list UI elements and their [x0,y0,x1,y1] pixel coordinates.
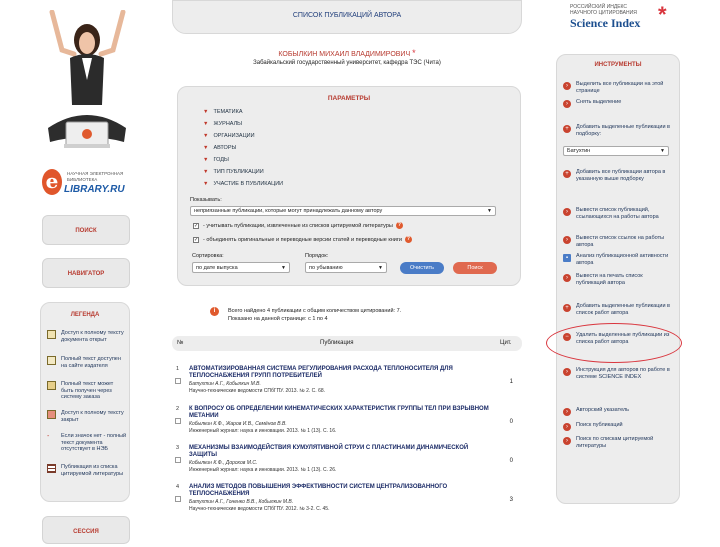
triangle-down-icon: ▼ [203,133,209,139]
pub-search-tool[interactable]: › Поиск публикаций [563,422,673,429]
arrow-right-icon: › [563,408,571,416]
clear-button[interactable]: Очистить [400,262,444,274]
legend-item-closed: Доступ к полному тексту закрыт [47,410,127,423]
logo-line1: РОССИЙСКИЙ ИНДЕКС [570,4,628,10]
table-row [176,366,521,406]
citation-count[interactable]: 0 [509,419,513,425]
triangle-down-icon: ▼ [203,157,209,163]
cited-list-icon [47,464,56,473]
arrow-right-icon: › [563,82,571,90]
search-nav-button[interactable]: ПОИСК [42,215,130,245]
triangle-down-icon: ▼ [203,181,209,187]
publication-source[interactable]: Инженерный журнал: наука и инновации. 2013. № 1 (13). С. 16. [189,428,337,434]
closed-access-icon [47,410,56,419]
triangle-down-icon: ▼ [203,145,209,151]
row-number: 2 [176,406,180,412]
elibrary-logo[interactable] [42,168,137,200]
chevron-down-icon: ▼ [378,265,383,271]
param-participation[interactable]: ▼ УЧАСТИЕ В ПУБЛИКАЦИИ [203,181,284,187]
legend-item-publisher: Полный текст доступен на сайте издателя [47,356,127,369]
arrow-right-icon: › [563,423,571,431]
row-checkbox[interactable] [175,378,181,384]
order-access-icon [47,381,56,390]
logo-star-icon: * [658,2,667,27]
no-text-dash-icon: - [47,433,50,440]
param-years[interactable]: ▼ ГОДЫ [203,157,229,163]
param-pub-type[interactable]: ▼ ТИП ПУБЛИКАЦИИ [203,169,264,175]
person-illustration [40,10,135,160]
parameters-title: ПАРАМЕТРЫ [327,95,371,102]
citation-count[interactable]: 3 [509,497,513,503]
print-tool[interactable]: › Вывести на печать список публикаций автора [563,273,673,287]
order-label: Порядок: [305,253,329,259]
legend-item-order: Полный текст может быть получен через систему заказа [47,381,127,401]
publication-source[interactable]: Научно-технические ведомости СПбГПУ. 2012. № 3-2. С. 45. [189,506,330,512]
refs-list-tool[interactable]: › Вывести список ссылок на работы автора [563,235,673,249]
row-number: 3 [176,445,180,451]
sort-select[interactable]: по дате выпуска ▼ [192,262,290,273]
order-select[interactable]: по убыванию ▼ [305,262,387,273]
col-pub-header: Публикация [320,340,354,346]
show-label: Показывать: [190,197,222,203]
row-number: 1 [176,366,180,372]
navigator-nav-button[interactable]: НАВИГАТОР [42,258,130,288]
publication-title[interactable]: К ВОПРОСУ ОБ ОПРЕДЕЛЕНИИ КИНЕМАТИЧЕСКИХ ХАРАКТЕРИСТИК ГРУППЫ ТЕЛ ПРИ ВЗРЫВНОМ МЕТАНИИ [189,406,489,419]
add-all-tool[interactable]: + Добавить все публикации автора в указанную выше подборку [563,169,673,183]
author-index-tool[interactable]: › Авторский указатель [563,407,673,414]
row-checkbox[interactable] [175,496,181,502]
author-star: * [412,48,416,58]
tools-title: ИНСТРУМЕНТЫ [594,62,642,68]
publication-title[interactable]: АВТОМАТИЗИРОВАННАЯ СИСТЕМА РЕГУЛИРОВАНИЯ РАСХОДА ТЕПЛОНОСИТЕЛЯ ДЛЯ ТЕПЛОСНАБЖЕНИЯ ГРУПП ПОТРЕБИТЕЛЕЙ [189,366,453,379]
merge-versions-checkbox[interactable]: ✓ [194,236,199,243]
triangle-down-icon: ▼ [203,169,209,175]
param-authors[interactable]: ▼ АВТОРЫ [203,145,237,151]
author-name: КОБЫЛКИН МИХАИЛ ВЛАДИМИРОВИЧ * [278,48,416,58]
remove-from-author-list-tool[interactable]: − Удалить выделенные публикации из списка работ автора [563,332,673,346]
plus-icon: + [563,170,571,178]
instructions-tool[interactable]: › Инструкция для авторов по работе в системе SCIENCE INDEX [563,367,673,381]
session-nav-button[interactable]: СЕССИЯ [42,516,130,544]
legend-item-open: Доступ к полному тексту документа открыт [47,330,127,343]
param-organizations[interactable]: ▼ ОРГАНИЗАЦИИ [203,133,255,139]
logo-name: Science Index [570,16,641,30]
search-button[interactable]: Поиск [453,262,497,274]
publication-authors: Кобылкин К.Ф., Дорохов М.С. [189,460,258,466]
publication-source[interactable]: Научно-технические ведомости СПбГПУ. 2013. № 2. С. 68. [189,388,326,394]
elibrary-logo-text: LIBRARY.RU [64,184,125,195]
help-icon[interactable]: ? [397,222,401,228]
chevron-down-icon: ▼ [660,148,665,154]
citing-list-tool[interactable]: › Вывести список публикаций, ссылающихся на работы автора [563,207,673,221]
param-topic[interactable]: ▼ ТЕМАТИКА [203,109,243,115]
cited-lit-checkbox-row[interactable]: ✓ - учитывать публикации, извлеченные из списков цитируемой литературы ? [194,222,401,229]
analysis-tool[interactable]: ▪ Анализ публикационной активности автора [563,253,673,267]
arrow-right-icon: › [563,274,571,282]
chevron-down-icon: ▼ [487,208,492,214]
publication-authors: Батухтин А.Г., Гоненко В.В., Кобылкин М.В. [189,499,294,505]
row-number: 4 [176,484,180,490]
show-select[interactable]: неприязанные публикации, которые могут принадлежать данному автору ▼ [190,206,496,216]
chart-icon: ▪ [563,254,571,262]
arrow-right-icon: › [563,208,571,216]
sort-label: Сортировка: [192,253,224,259]
citation-count[interactable]: 1 [509,379,513,385]
arrow-right-icon: › [563,437,571,445]
citation-count[interactable]: 0 [509,458,513,464]
table-row [176,445,521,485]
highlight-ring [546,323,682,363]
page-title: СПИСОК ПУБЛИКАЦИЙ АВТОРА [292,12,402,19]
publication-source[interactable]: Инженерный журнал: наука и инновации. 2013. № 1 (13). С. 26. [189,467,337,473]
add-to-author-list-tool[interactable]: + Добавить выделенные публикации в список работ автора [563,303,673,317]
help-icon[interactable]: ? [406,236,410,242]
publication-authors: Батухтин А.Г., Кобылкин М.В. [189,381,261,387]
results-info: Всего найдено 4 публикации с общим количеством цитирований: 7. Показано на данной странице: с 1 по 4 [228,308,402,322]
row-checkbox[interactable] [175,418,181,424]
table-row [176,484,521,524]
science-index-logo[interactable] [570,4,680,30]
arrow-right-icon: › [563,100,571,108]
elibrary-small-text: НАУЧНАЯ ЭЛЕКТРОННАЯ БИБЛИОТЕКА [67,171,124,182]
cited-lit-checkbox[interactable]: ✓ [194,222,199,229]
author-affiliation: Забайкальский государственный университет, кафедра ТЭС (Чита) [253,60,441,66]
legend-title: ЛЕГЕНДА [70,312,100,318]
plus-icon: + [563,304,571,312]
selection-select[interactable]: Батухтин ▼ [563,146,669,156]
deselect-tool[interactable]: › Снять выделение [563,99,673,106]
open-access-icon [47,330,56,339]
arrow-right-icon: › [563,368,571,376]
triangle-down-icon: ▼ [203,121,209,127]
param-journals[interactable]: ▼ ЖУРНАЛЫ [203,121,243,127]
logo-line2: НАУЧНОГО ЦИТИРОВАНИЯ [570,10,637,16]
minus-icon: − [563,333,571,341]
elibrary-e-logo-icon: e [42,169,62,195]
row-checkbox[interactable] [175,457,181,463]
info-icon: i [210,307,219,316]
cited-search-tool[interactable]: › Поиск по спискам цитируемой литературы [563,436,673,450]
table-row [176,406,521,446]
triangle-down-icon: ▼ [203,109,209,115]
chevron-down-icon: ▼ [281,265,286,271]
plus-icon: + [563,125,571,133]
legend-item-none: - Если значок нет - полный текст документа отсутствует в НЭБ [47,433,127,452]
merge-versions-checkbox-row[interactable]: ✓ - объединять оригинальные и переводные версии статей и переводные книги ? [194,236,410,243]
publication-title[interactable]: АНАЛИЗ МЕТОДОВ ПОВЫШЕНИЯ ЭФФЕКТИВНОСТИ СИСТЕМ ЦЕНТРАЛИЗОВАННОГО ТЕПЛОСНАБЖЕНИЯ [189,484,448,497]
legend-item-cited: Публикация из списка цитируемой литературы [47,464,127,477]
publisher-access-icon [47,356,56,365]
publication-title[interactable]: МЕХАНИЗМЫ ВЗАИМОДЕЙСТВИЯ КУМУЛЯТИВНОЙ СТРУИ С ПЛАСТИНАМИ ДИНАМИЧЕСКОЙ ЗАЩИТЫ [189,445,469,458]
arrow-right-icon: › [563,236,571,244]
add-to-selection-tool[interactable]: + Добавить выделенные публикации в подборку: [563,124,673,138]
publication-authors: Кобылкин К.Ф., Жаров И.В., Семёнов В.В. [189,421,287,427]
col-num-header: № [177,340,184,346]
select-all-tool[interactable]: › Выделить все публикации на этой странице [563,81,673,95]
col-cit-header: Цит. [500,340,512,346]
